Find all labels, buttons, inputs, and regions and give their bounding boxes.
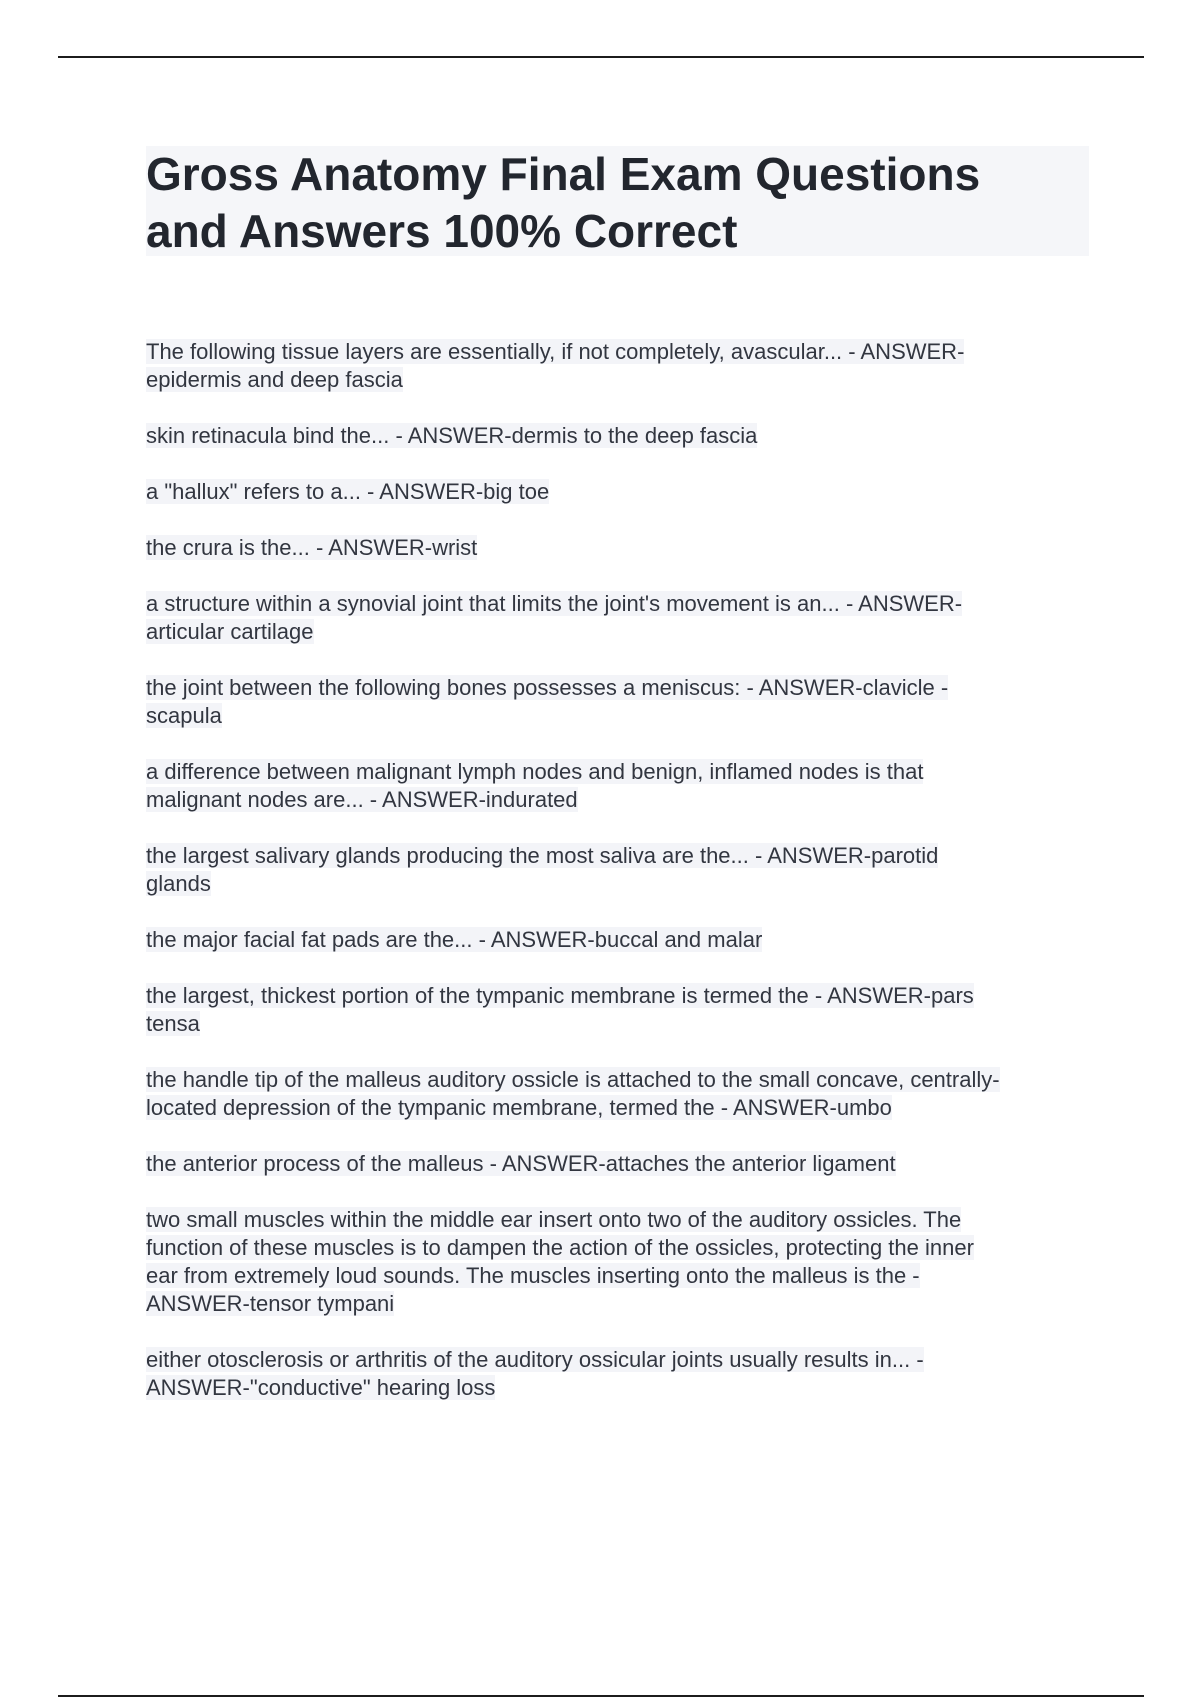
qa-line: a difference between malignant lymph nodes and benign, inflamed nodes is that — [146, 759, 924, 784]
qa-line: skin retinacula bind the... - ANSWER-dermis to the deep fascia — [146, 423, 758, 448]
qa-line: located depression of the tympanic membrane, termed the - ANSWER-umbo — [146, 1095, 892, 1120]
qa-line: the largest, thickest portion of the tympanic membrane is termed the - ANSWER-pars — [146, 983, 974, 1008]
qa-line: glands — [146, 871, 211, 896]
qa-line: the anterior process of the malleus - ANSWER-attaches the anterior ligament — [146, 1151, 896, 1176]
qa-line: ANSWER-tensor tympani — [146, 1291, 395, 1316]
title-line-2: and Answers 100% Correct — [146, 205, 738, 257]
qa-line: articular cartilage — [146, 619, 314, 644]
qa-line: the handle tip of the malleus auditory ossicle is attached to the small concave, centrally- — [146, 1067, 1000, 1092]
qa-item — [146, 674, 1096, 730]
qa-line: ANSWER-"conductive" hearing loss — [146, 1375, 496, 1400]
header-rule — [58, 56, 1144, 58]
page-title — [146, 146, 1089, 260]
qa-line: epidermis and deep fascia — [146, 367, 403, 392]
title-line-1: Gross Anatomy Final Exam Questions — [146, 148, 981, 200]
qa-line: tensa — [146, 1011, 200, 1036]
qa-line: scapula — [146, 703, 222, 728]
qa-item — [146, 1150, 1096, 1178]
footer-rule — [58, 1695, 1144, 1697]
qa-line: the largest salivary glands producing the most saliva are the... - ANSWER-parotid — [146, 843, 939, 868]
qa-item — [146, 590, 1096, 646]
qa-line: function of these muscles is to dampen the action of the ossicles, protecting the inner — [146, 1235, 974, 1260]
qa-item — [146, 422, 1096, 450]
qa-item — [146, 1206, 1096, 1318]
qa-line: malignant nodes are... - ANSWER-indurated — [146, 787, 578, 812]
qa-item — [146, 1066, 1096, 1122]
qa-line: the crura is the... - ANSWER-wrist — [146, 535, 478, 560]
qa-line: two small muscles within the middle ear insert onto two of the auditory ossicles. The — [146, 1207, 962, 1232]
qa-line: a structure within a synovial joint that limits the joint's movement is an... - ANSWER- — [146, 591, 963, 616]
qa-item — [146, 478, 1096, 506]
qa-line: ear from extremely loud sounds. The muscles inserting onto the malleus is the - — [146, 1263, 920, 1288]
qa-item — [146, 758, 1096, 814]
qa-item — [146, 982, 1096, 1038]
qa-item — [146, 1346, 1096, 1402]
qa-line: a "hallux" refers to a... - ANSWER-big toe — [146, 479, 550, 504]
qa-line: the major facial fat pads are the... - ANSWER-buccal and malar — [146, 927, 763, 952]
title-block — [146, 146, 1089, 256]
qa-line: The following tissue layers are essentially, if not completely, avascular... - ANSWER- — [146, 339, 965, 364]
qa-item — [146, 842, 1096, 898]
qa-item — [146, 338, 1096, 394]
qa-item — [146, 926, 1096, 954]
question-answer-list — [146, 338, 1096, 1430]
qa-line: either otosclerosis or arthritis of the auditory ossicular joints usually results in... - — [146, 1347, 924, 1372]
qa-line: the joint between the following bones possesses a meniscus: - ANSWER-clavicle - — [146, 675, 949, 700]
qa-item — [146, 534, 1096, 562]
